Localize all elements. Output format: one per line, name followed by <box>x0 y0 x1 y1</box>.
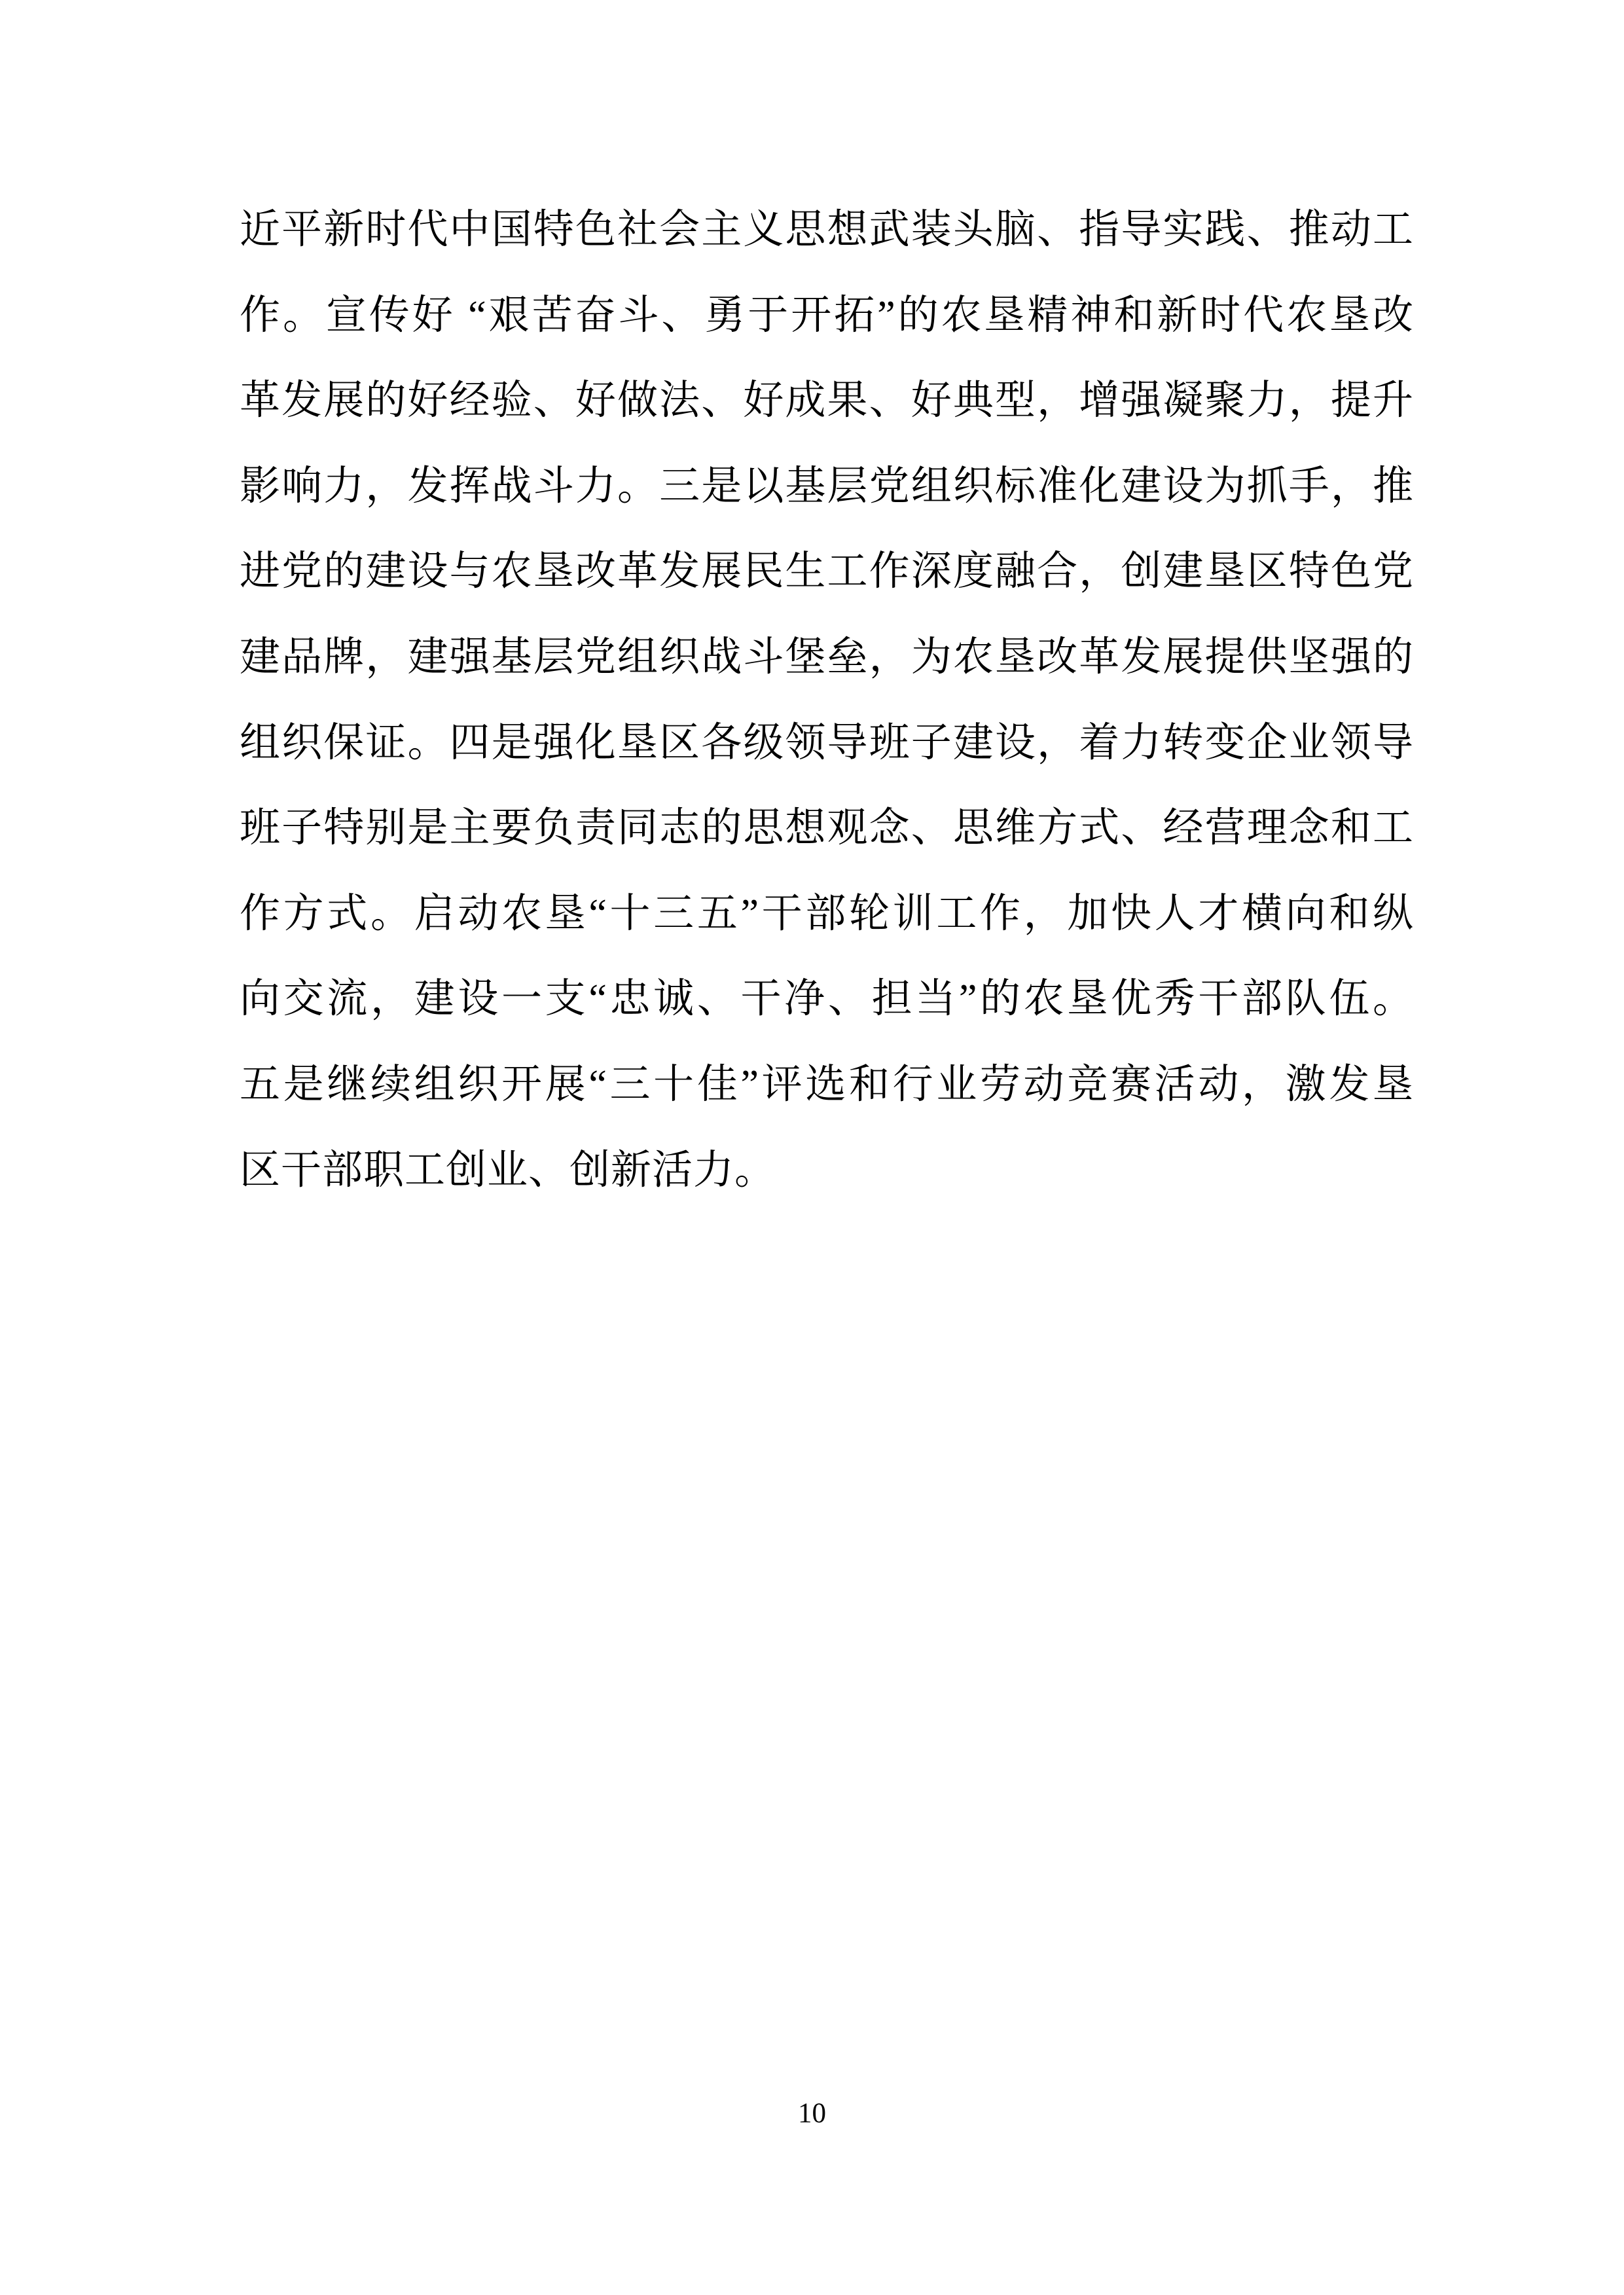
body-text-line: 作方式。启动农垦“十三五”干部轮训工作，加快人才横向和纵 <box>240 891 1414 936</box>
body-text-line: 影响力，发挥战斗力。三是以基层党组织标准化建设为抓手，推 <box>240 463 1414 509</box>
page-number: 10 <box>798 2098 826 2129</box>
body-text-line: 进党的建设与农垦改革发展民生工作深度融合，创建垦区特色党 <box>240 549 1414 594</box>
body-text-line: 班子特别是主要负责同志的思想观念、思维方式、经营理念和工 <box>240 806 1414 851</box>
body-paragraph <box>240 187 1414 1213</box>
body-text-line: 建品牌，建强基层党组织战斗堡垒，为农垦改革发展提供坚强的 <box>240 634 1414 679</box>
body-text-line: 近平新时代中国特色社会主义思想武装头脑、指导实践、推动工 <box>240 208 1414 252</box>
body-text-line: 向交流，建设一支“忠诚、干净、担当”的农垦优秀干部队伍。 <box>240 977 1414 1022</box>
body-text-line: 五是继续组织开展“三十佳”评选和行业劳动竞赛活动，激发垦 <box>240 1062 1414 1107</box>
body-text-line: 组织保证。四是强化垦区各级领导班子建设，着力转变企业领导 <box>240 720 1414 765</box>
body-text-line: 区干部职工创业、创新活力。 <box>240 1148 776 1193</box>
body-text-line: 作。宣传好 “艰苦奋斗、勇于开拓”的农垦精神和新时代农垦改 <box>240 293 1414 338</box>
body-text-line: 革发展的好经验、好做法、好成果、好典型，增强凝聚力，提升 <box>240 378 1414 424</box>
